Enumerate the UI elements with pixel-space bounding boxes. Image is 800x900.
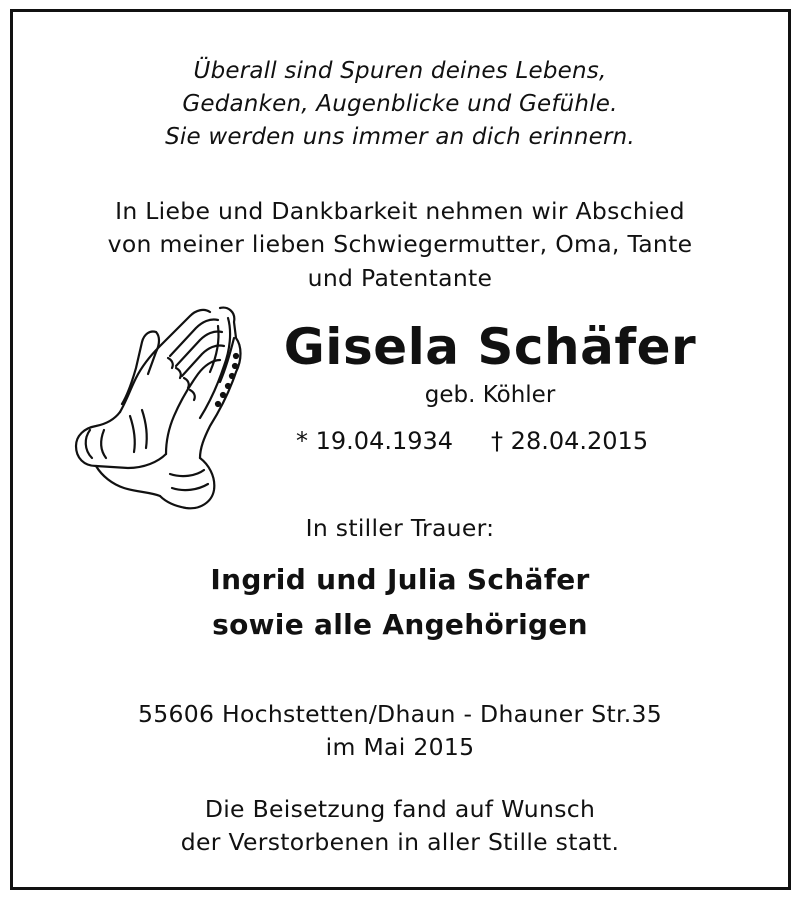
- poem-line-3: Sie werden uns immer an dich erinnern.: [165, 124, 635, 150]
- address-line: 55606 Hochstetten/Dhaun - Dhauner Str.35: [137, 700, 663, 728]
- burial-note-line-2: der Verstorbenen in aller Stille statt.: [180, 828, 620, 856]
- mourning-intro: In stiller Trauer:: [305, 514, 495, 542]
- deceased-name: Gisela Schäfer: [283, 318, 697, 376]
- farewell-line-3: und Patentante: [307, 264, 493, 292]
- farewell-line-2: von meiner lieben Schwiegermutter, Oma, Tante: [107, 230, 693, 258]
- farewell-line-1: In Liebe und Dankbarkeit nehmen wir Abschied: [115, 197, 685, 225]
- death-date: † 28.04.2015: [491, 427, 649, 455]
- poem-line-2: Gedanken, Augenblicke und Gefühle.: [182, 91, 618, 117]
- burial-note-line-1: Die Beisetzung fand auf Wunsch: [204, 795, 596, 823]
- poem-line-1: Überall sind Spuren deines Lebens,: [193, 58, 607, 84]
- date-line: im Mai 2015: [325, 733, 475, 761]
- mourners-line-2: sowie alle Angehörigen: [212, 608, 588, 641]
- mourners-line-1: Ingrid und Julia Schäfer: [210, 563, 590, 596]
- birth-date: * 19.04.1934: [296, 427, 454, 455]
- life-dates: [296, 427, 648, 455]
- maiden-name: geb. Köhler: [424, 382, 556, 408]
